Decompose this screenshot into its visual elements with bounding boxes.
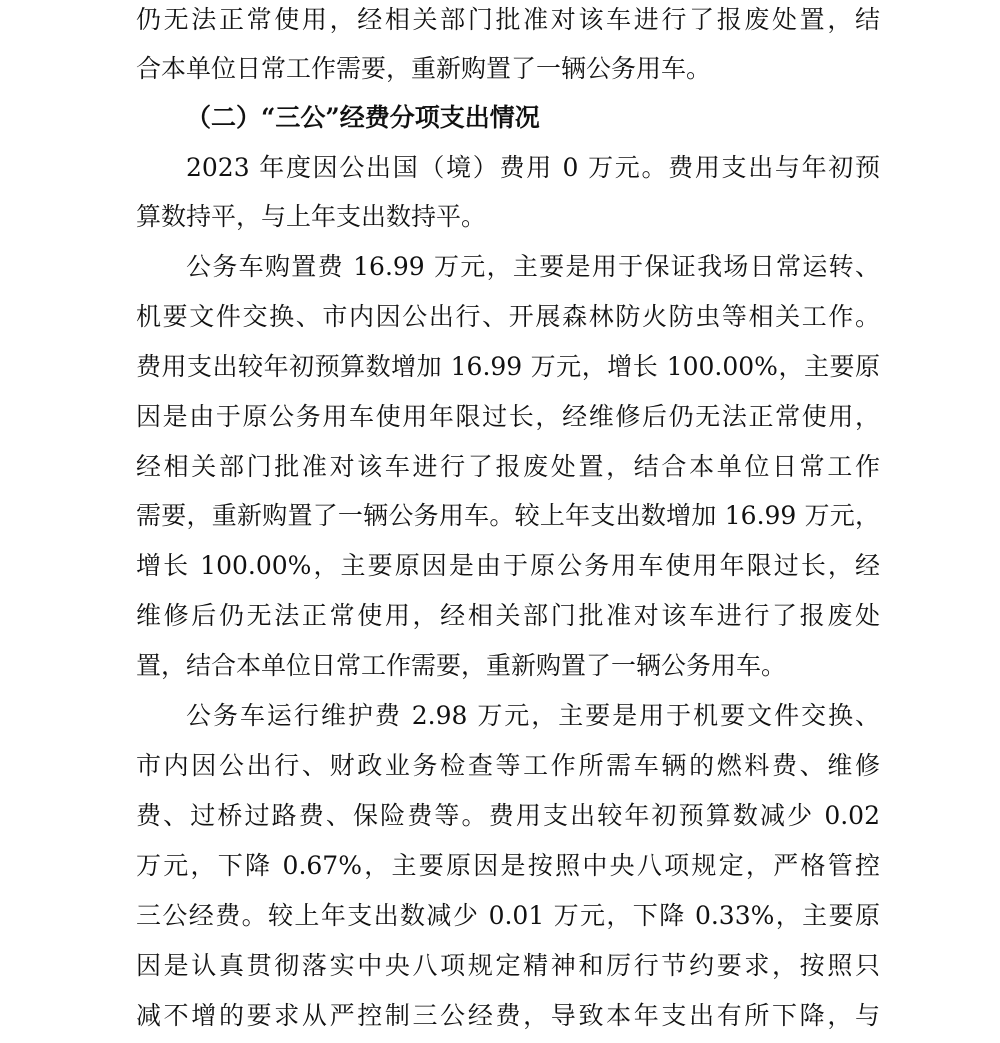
text-line-11: 需要，重新购置了一辆公务用车。较上年支出数增加 16.99 万元， [136,501,880,530]
text-line-6: 公务车购置费 16.99 万元，主要是用于保证我场日常运转、 [186,252,880,281]
text-line-14: 置，结合本单位日常工作需要，重新购置了一辆公务用车。 [136,651,787,680]
text-line-5: 算数持平，与上年支出数持平。 [136,202,487,231]
text-line-12: 增长 100.00%，主要原因是由于原公务用车使用年限过长，经 [136,551,880,580]
text-line-21: 减不增的要求从严控制三公经费，导致本年支出有所下降，与 [136,1001,880,1030]
text-line-18: 万元，下降 0.67%，主要原因是按照中央八项规定，严格管控 [136,851,880,880]
text-line-10: 经相关部门批准对该车进行了报废处置，结合本单位日常工作 [136,452,880,481]
text-line-15: 公务车运行维护费 2.98 万元，主要是用于机要文件交换、 [186,701,880,730]
text-line-4: 2023 年度因公出国（境）费用 0 万元。费用支出与年初预 [186,153,880,182]
text-line-13: 维修后仍无法正常使用，经相关部门批准对该车进行了报废处 [136,601,880,630]
text-line-7: 机要文件交换、市内因公出行、开展森林防火防虫等相关工作。 [136,302,880,331]
text-line-20: 因是认真贯彻落实中央八项规定精神和厉行节约要求，按照只 [136,951,880,980]
text-line-19: 三公经费。较上年支出数减少 0.01 万元，下降 0.33%，主要原 [136,901,880,930]
section-heading: （二）“三公”经费分项支出情况 [186,103,540,132]
text-line-8: 费用支出较年初预算数增加 16.99 万元，增长 100.00%，主要原 [136,352,880,381]
text-line-2: 合本单位日常工作需要，重新购置了一辆公务用车。 [136,54,712,83]
text-line-17: 费、过桥过路费、保险费等。费用支出较年初预算数减少 0.02 [136,801,880,830]
text-line-1: 仍无法正常使用，经相关部门批准对该车进行了报废处置，结 [136,5,880,34]
text-line-16: 市内因公出行、财政业务检查等工作所需车辆的燃料费、维修 [136,751,880,780]
text-line-9: 因是由于原公务用车使用年限过长，经维修后仍无法正常使用， [136,402,880,431]
